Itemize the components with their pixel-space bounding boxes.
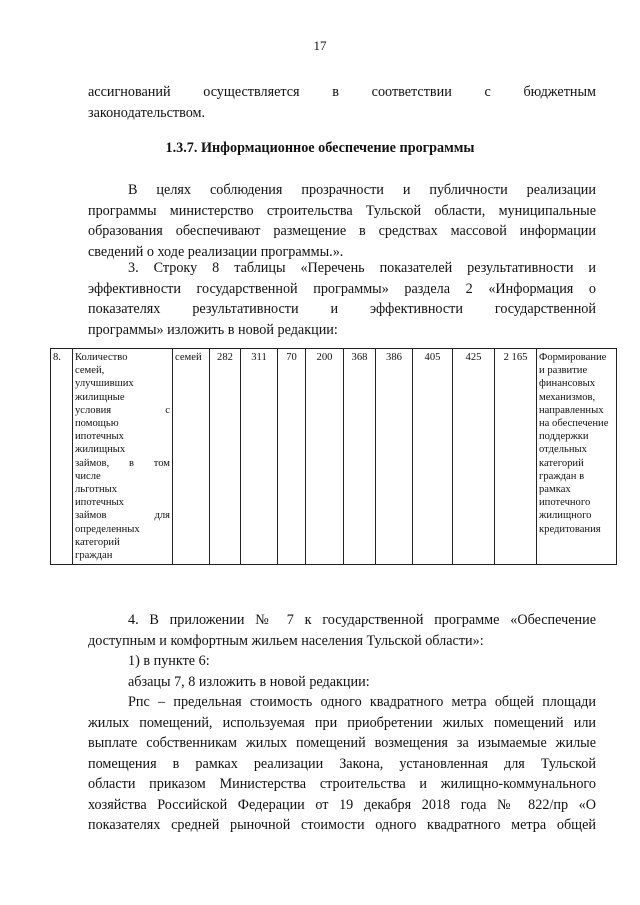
text-line: улучшивших: [75, 378, 134, 390]
word: условия: [75, 404, 112, 416]
paragraph-line: В целях соблюдения прозрачности и публичности реализации: [128, 182, 596, 198]
word: для: [154, 510, 170, 522]
text-line: определенных: [75, 523, 140, 535]
paragraph-line: показателях результативности и эффективности государственной: [88, 301, 596, 317]
text-line: категорий: [75, 536, 120, 548]
purpose-cell: [537, 349, 617, 565]
word: в: [128, 457, 134, 469]
word: том: [153, 457, 170, 469]
text-line: ипотечных: [75, 431, 124, 443]
word: соответствии: [371, 84, 452, 100]
paragraph-line: сведений о ходе реализации программы.».: [88, 243, 344, 260]
value-cell: 70: [278, 349, 306, 565]
text-line: кредитования: [539, 523, 601, 535]
text-line: рамках: [539, 484, 571, 496]
value-cell: 311: [241, 349, 278, 565]
text-line: жилищные: [75, 391, 125, 403]
text-line: семей,: [75, 365, 105, 377]
word: ассигнований: [88, 84, 171, 100]
text-line: льготных: [75, 484, 118, 496]
paragraph-line: эффективности государственной программы» раздела 2 «Информация о: [88, 280, 596, 297]
indicator-name: [73, 349, 173, 565]
section-heading: 1.3.7. Информационное обеспечение программы: [165, 140, 475, 156]
text-line: Формирование: [539, 352, 607, 363]
word: с: [165, 404, 170, 416]
list-item: 1) в пункте 6:: [128, 653, 210, 669]
paragraph-line: показателях средней рыночной стоимости одного квадратного метра общей: [88, 817, 596, 833]
paragraph-line: законодательством.: [88, 104, 206, 121]
text-line: числе: [75, 470, 101, 482]
text-line: Количество: [75, 352, 128, 363]
text-line: [75, 457, 170, 470]
word: с: [484, 84, 491, 100]
text-line: финансовых: [539, 378, 595, 390]
word: бюджетным: [523, 84, 596, 100]
value-cell: 405: [413, 349, 453, 565]
paragraph-line: помещения в рамках реализации Закона, установленная для Тульской: [88, 755, 596, 772]
word: займов: [75, 510, 107, 522]
word: в: [332, 84, 339, 100]
value-cell: 425: [453, 349, 495, 565]
value-cell: 282: [210, 349, 241, 565]
value-cell: 386: [376, 349, 413, 565]
paragraph-continuation: [88, 82, 596, 123]
paragraph-info: [88, 180, 596, 262]
paragraph-line: жилых помещений, используемая при приобретении жилых помещений или: [88, 714, 596, 731]
paragraph-line: программы министерство строительства Тульской области, муниципальные: [88, 202, 596, 219]
list-item: абзацы 7, 8 изложить в новой редакции:: [128, 673, 370, 690]
text-line: поддержки: [539, 431, 589, 443]
paragraph-definition: [88, 692, 596, 836]
paragraph-line: выплате собственникам жилых помещений возмещения за изымаемые жилые: [88, 735, 596, 751]
text-line: категорий: [539, 457, 584, 469]
text-line: жилищных: [75, 444, 126, 456]
paragraph-line: 4. В приложении № 7 к государственной программе «Обеспечение: [128, 612, 596, 628]
text-line: граждан: [75, 550, 113, 562]
paragraph-line: образования обеспечивают размещение в средствах массовой информации: [88, 223, 596, 239]
text-line: на обеспечение: [539, 418, 609, 430]
text-line: механизмов,: [539, 391, 596, 403]
text-line: направленных: [539, 404, 604, 416]
indicator-table: [50, 348, 617, 565]
paragraph-line: [88, 82, 596, 103]
paragraph-line: хозяйства Российской Федерации от 19 декабря 2018 года № 822/пр «О: [88, 796, 596, 813]
row-number: 8.: [51, 349, 73, 565]
text-line: отдельных: [539, 444, 587, 456]
unit-cell: семей: [173, 349, 210, 565]
page-number: 17: [313, 38, 327, 53]
table-row: [51, 349, 617, 565]
text-line: [75, 509, 170, 522]
paragraph-line: 3. Строку 8 таблицы «Перечень показателей результативности и: [128, 260, 596, 276]
paragraph-amendment: [88, 258, 596, 340]
text-line: ипотечных: [75, 497, 124, 509]
total-cell: 2 165: [495, 349, 537, 565]
paragraph-appendix: [88, 610, 596, 692]
paragraph-line: программы» изложить в новой редакции:: [88, 321, 338, 338]
text-line: [75, 404, 170, 417]
word: займов,: [75, 457, 110, 469]
word: осуществляется: [203, 84, 300, 100]
value-cell: 200: [306, 349, 344, 565]
text-line: ипотечного: [539, 497, 591, 509]
text-line: и развитие: [539, 365, 588, 377]
paragraph-line: доступным и комфортным жильем населения Тульской области»:: [88, 632, 484, 649]
text-line: жилищного: [539, 510, 592, 522]
text-line: помощью: [75, 418, 119, 430]
value-cell: 368: [344, 349, 376, 565]
paragraph-line: области приказом Министерства строительства и жилищно-коммунального: [88, 776, 596, 792]
text-line: граждан в: [539, 470, 585, 482]
paragraph-line: Рпс – предельная стоимость одного квадратного метра общей площади: [128, 694, 596, 710]
